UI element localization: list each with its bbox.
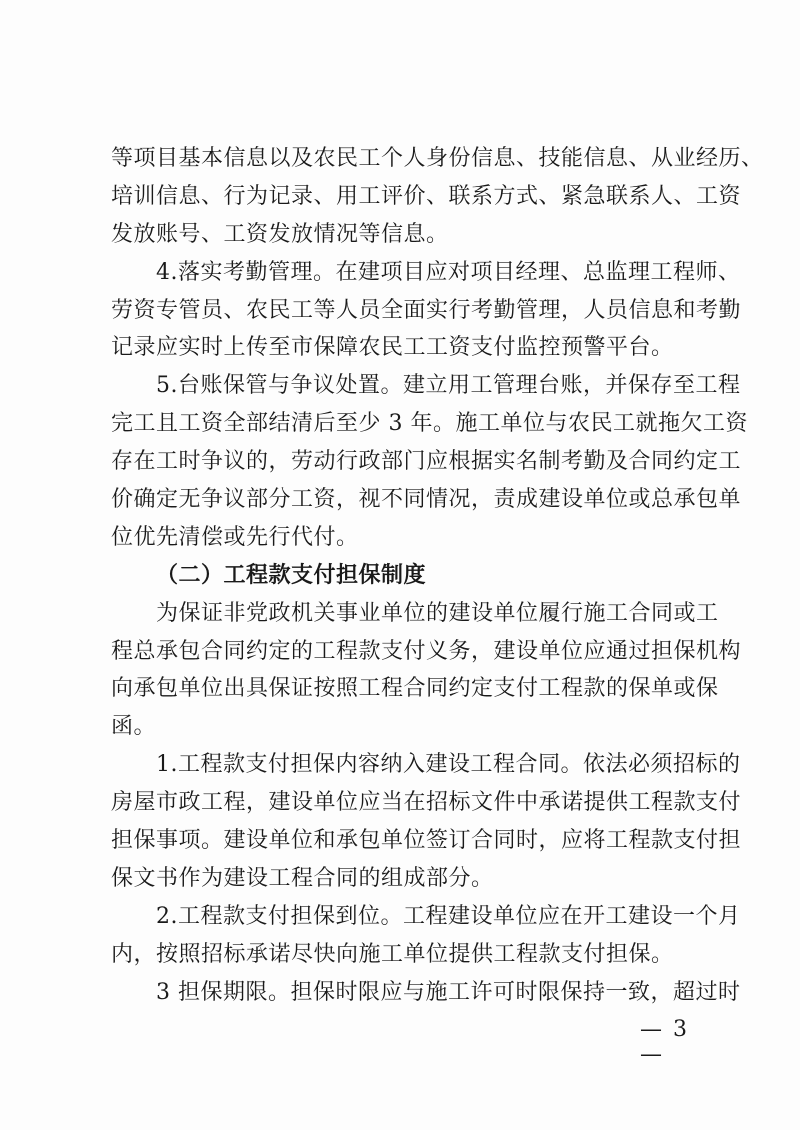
text-line: 向承包单位出具保证按照工程合同约定支付工程款的保单或保 <box>111 676 719 702</box>
text-line: 发放账号、工资发放情况等信息。 <box>111 221 449 247</box>
section-heading: （二）工程款支付担保制度 <box>156 562 427 588</box>
paragraph-start-line: 5.台账保管与争议处置。建立用工管理台账，并保存至工程 <box>156 373 741 399</box>
text-line: 程总承包合同约定的工程款支付义务，建设单位应通过担保机构 <box>111 638 742 664</box>
text-line: 函。 <box>111 714 157 740</box>
paragraph-start-line: 1.工程款支付担保内容纳入建设工程合同。依法必须招标的 <box>156 752 741 778</box>
paragraph-start-line: 3 担保期限。担保时限应与施工许可时限保持一致，超过时 <box>156 979 741 1005</box>
text-line: 劳资专管员、农民工等人员全面实行考勤管理，人员信息和考勤 <box>111 297 742 323</box>
text-line: 等项目基本信息以及农民工个人身份信息、技能信息、从业经历、 <box>111 146 764 171</box>
text-line: 记录应实时上传至市保障农民工工资支付监控预警平台。 <box>111 335 674 361</box>
text-line: 完工且工资全部结清后至少 3 年。施工单位与农民工就拖欠工资 <box>111 411 748 437</box>
text-line: 位优先清偿或先行代付。 <box>111 524 359 550</box>
paragraph-start-line: 为保证非党政机关事业单位的建设单位履行施工合同或工 <box>156 600 719 626</box>
paragraph-start-line: 4.落实考勤管理。在建项目应对项目经理、总监理工程师、 <box>156 259 741 285</box>
text-line: 存在工时争议的，劳动行政部门应根据实名制考勤及合同约定工 <box>111 449 742 475</box>
text-line: 房屋市政工程，建设单位应当在招标文件中承诺提供工程款支付 <box>111 790 742 816</box>
text-line: 培训信息、行为记录、用工评价、联系方式、紧急联系人、工资 <box>111 183 742 209</box>
text-line: 价确定无争议部分工资，视不同情况，责成建设单位或总承包单 <box>111 487 742 513</box>
paragraph-start-line: 2.工程款支付担保到位。工程建设单位应在开工建设一个月 <box>156 903 741 929</box>
text-line: 内，按照招标承诺尽快向施工单位提供工程款支付担保。 <box>111 941 674 967</box>
text-line: 保文书作为建设工程合同的组成部分。 <box>111 865 494 891</box>
body-text <box>111 140 764 1011</box>
text-line: 担保事项。建设单位和承包单位签订合同时，应将工程款支付担 <box>111 828 742 854</box>
page-number: — 3 — <box>640 1017 689 1067</box>
